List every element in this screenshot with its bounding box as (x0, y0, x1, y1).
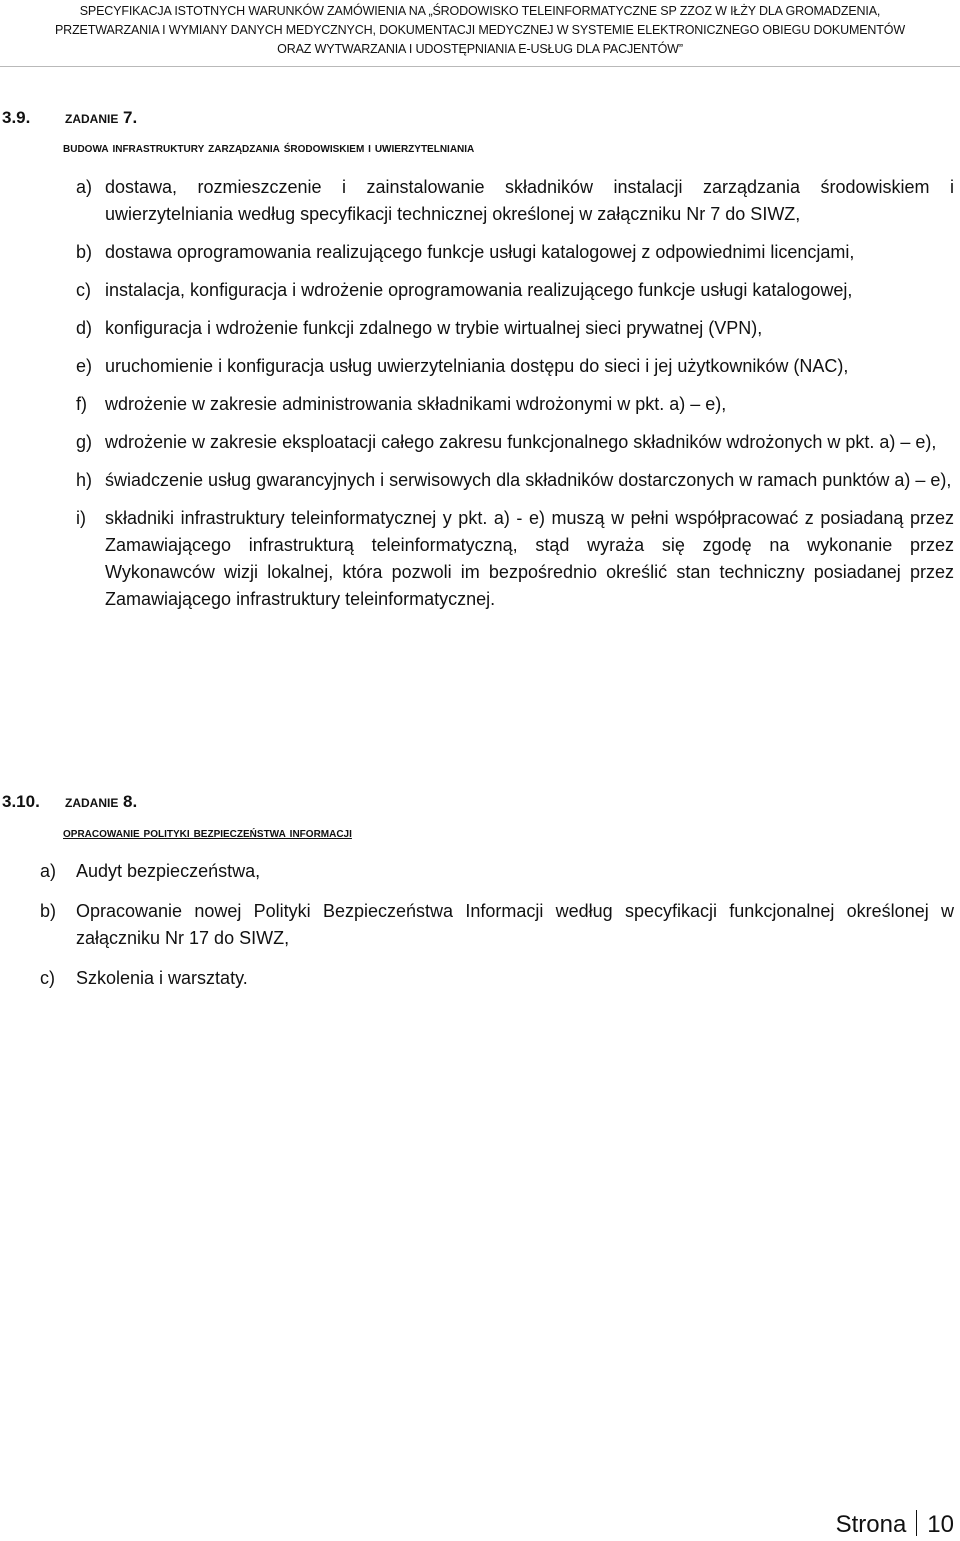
item-marker: i) (76, 508, 86, 528)
item-marker: c) (76, 280, 91, 300)
task-7-list (76, 174, 954, 613)
list-item (76, 174, 954, 228)
header-line-3: ORAZ WYTWARZANIA I UDOSTĘPNIANIA E-USŁUG DLA PACJENTÓW” (277, 42, 683, 56)
item-marker: a) (76, 177, 93, 197)
list-item (40, 858, 954, 885)
list-item (76, 505, 954, 613)
item-marker: c) (40, 968, 55, 988)
list-item (76, 467, 954, 494)
item-marker: a) (40, 861, 57, 881)
section-subtitle (63, 139, 474, 155)
list-item (76, 429, 954, 456)
list-item (76, 391, 954, 418)
page-number: 10 (927, 1511, 954, 1538)
item-text: Audyt bezpieczeństwa, (76, 861, 261, 881)
item-marker: f) (76, 394, 87, 414)
item-text: świadczenie usług gwarancyjnych i serwisowych dla składników dostarczonych w ramach punktów a) – e), (105, 470, 952, 490)
item-marker: b) (40, 901, 57, 921)
section-subtitle-text: opracowanie polityki bezpieczeństwa informacji (63, 824, 352, 840)
item-text: wdrożenie w zakresie administrowania składnikami wdrożonymi w pkt. a) – e), (105, 394, 727, 414)
section-heading-3-9 (0, 108, 137, 128)
item-text: wdrożenie w zakresie eksploatacji całego zakresu funkcjonalnego składników wdrożonych w pkt. a) – e), (105, 432, 937, 452)
task-8-list (40, 858, 954, 992)
section-heading-3-10 (0, 792, 137, 812)
item-text: składniki infrastruktury teleinformatycznej y pkt. a) - e) muszą w pełni współpracować z posiadaną przez Zamawiającego infrastrukturą teleinformatyczną, stąd wyraża się zgodę na wykonanie przez Wykonawców wizji lokalnej, która pozwoli im bezpośrednio określić stan techniczny posiadanej przez Zamawiającego infrastruktury teleinformatycznej. (105, 508, 954, 609)
item-text: instalacja, konfiguracja i wdrożenie oprogramowania realizującego funkcje usługi katalogowej, (105, 280, 853, 300)
item-marker: g) (76, 432, 93, 452)
item-marker: h) (76, 470, 93, 490)
list-item (76, 315, 954, 342)
list-item (40, 965, 954, 992)
item-marker: e) (76, 356, 93, 376)
item-text: uruchomienie i konfiguracja usług uwierzytelniania dostępu do sieci i jej użytkowników (NAC), (105, 356, 849, 376)
section-title: zadanie 8. (65, 792, 138, 811)
section-title: zadanie 7. (65, 108, 138, 127)
item-marker: b) (76, 242, 93, 262)
section-subtitle (63, 824, 352, 840)
item-text: Opracowanie nowej Polityki Bezpieczeństwa Informacji według specyfikacji funkcjonalnej określonej w załączniku Nr 17 do SIWZ, (76, 901, 954, 948)
document-header (0, 0, 960, 67)
header-line-1: SPECYFIKACJA ISTOTNYCH WARUNKÓW ZAMÓWIENIA NA „ŚRODOWISKO TELEINFORMATYCZNE SP ZZOZ W IŁŻY DLA GROMADZENIA, (79, 4, 881, 18)
list-item (40, 898, 954, 952)
header-line-2: PRZETWARZANIA I WYMIANY DANYCH MEDYCZNYCH, DOKUMENTACJI MEDYCZNEJ W SYSTEMIE ELEKTRONICZNEGO OBIEGU DOKUMENTÓW (55, 23, 905, 37)
item-text: dostawa oprogramowania realizującego funkcje usługi katalogowej z odpowiednimi licencjami, (105, 242, 855, 262)
list-item (76, 239, 954, 266)
list-item (76, 353, 954, 380)
section-subtitle-text: budowa infrastruktury zarządzania środowiskiem i uwierzytelniania (63, 139, 475, 155)
item-text: Szkolenia i warsztaty. (76, 968, 248, 988)
section-number: 3.10. (2, 792, 40, 811)
page-footer (836, 1510, 954, 1539)
section-number: 3.9. (2, 108, 31, 127)
item-marker: d) (76, 318, 93, 338)
item-text: konfiguracja i wdrożenie funkcji zdalnego w trybie wirtualnej sieci prywatnej (VPN), (105, 318, 763, 338)
footer-divider (916, 1510, 917, 1536)
page-label: Strona (835, 1511, 907, 1538)
item-text: dostawa, rozmieszczenie i zainstalowanie składników instalacji zarządzania środowiskiem i uwierzytelniania według specyfikacji technicznej określonej w załączniku Nr 7 do SIWZ, (105, 177, 954, 224)
list-item (76, 277, 954, 304)
